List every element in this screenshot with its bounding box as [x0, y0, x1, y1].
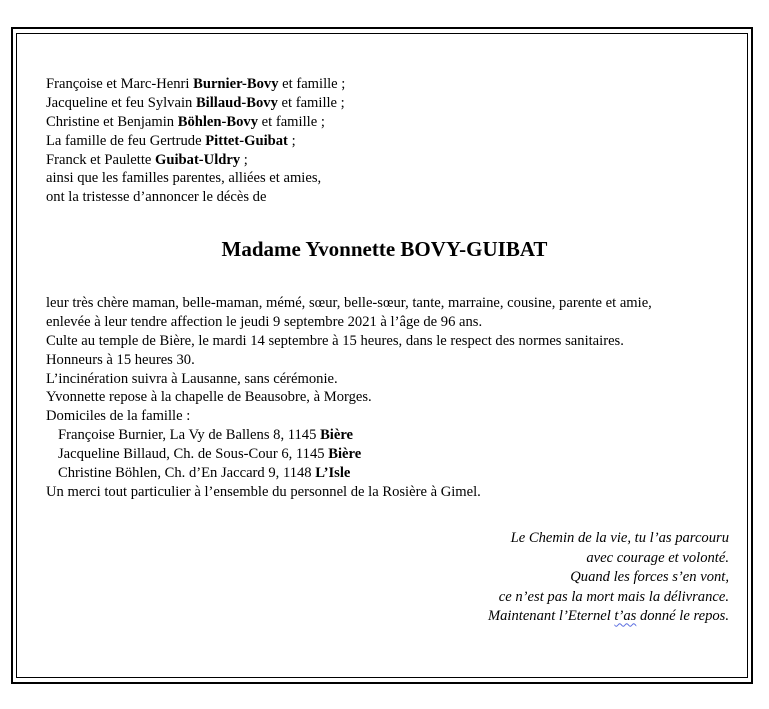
poem-line — [488, 607, 729, 627]
thanks-line: Un merci tout particulier à l’ensemble du personnel de la Rosière à Gimel. — [46, 483, 481, 500]
body-line: L’incinération suivra à Lausanne, sans cérémonie. — [46, 370, 338, 387]
body-line: leur très chère maman, belle-maman, mémé, sœur, belle-sœur, tante, marraine, cousine, parente et amie, — [46, 295, 652, 311]
body-line: Honneurs à 15 heures 30. — [46, 351, 195, 368]
family-surname: Pittet-Guibat — [205, 132, 288, 149]
domicile-town: L’Isle — [315, 465, 351, 482]
poem-text: donné le repos. — [636, 608, 729, 625]
poem-text: Maintenant l’Eternel — [487, 608, 615, 625]
announcement-body — [46, 294, 652, 502]
spellcheck-word: t’as — [614, 608, 637, 625]
domicile-line — [46, 464, 652, 483]
family-suffix: et famille ; — [278, 76, 346, 92]
intro-line: ont la tristesse d’annoncer le décès de — [46, 189, 267, 206]
poem-line: ce n’est pas la mort mais la délivrance. — [498, 588, 729, 605]
family-line — [46, 75, 345, 94]
family-prefix: Jacqueline et feu Sylvain — [46, 94, 196, 111]
family-prefix: Françoise et Marc-Henri — [46, 76, 194, 92]
family-prefix: Franck et Paulette — [46, 151, 156, 168]
family-surname: Billaud-Bovy — [195, 94, 278, 111]
domicile-address: Christine Böhlen, Ch. d’En Jaccard 9, 1148 — [58, 465, 316, 482]
family-line — [46, 151, 345, 170]
body-line: Domiciles de la famille : — [46, 408, 191, 425]
family-line — [46, 113, 345, 132]
body-line: Culte au temple de Bière, le mardi 14 septembre à 15 heures, dans le respect des normes sanitaires. — [46, 332, 624, 349]
family-line — [46, 132, 345, 151]
poem — [488, 529, 729, 627]
poem-line: Le Chemin de la vie, tu l’as parcouru — [510, 530, 729, 546]
domicile-address: Françoise Burnier, La Vy de Ballens 8, 1145 — [58, 427, 321, 444]
domicile-town: Bière — [320, 427, 354, 444]
family-prefix: Christine et Benjamin — [46, 113, 178, 130]
family-line — [46, 94, 345, 113]
poem-line: Quand les forces s’en vont, — [570, 569, 729, 586]
domicile-line — [46, 445, 652, 464]
family-prefix: La famille de feu Gertrude — [46, 132, 206, 149]
domicile-address: Jacqueline Billaud, Ch. de Sous-Cour 6, 1145 — [58, 446, 329, 463]
family-surname: Burnier-Bovy — [193, 76, 279, 92]
intro-line: ainsi que les familles parentes, alliées et amies, — [46, 170, 322, 187]
domicile-line — [46, 426, 652, 445]
poem-line: avec courage et volonté. — [586, 549, 729, 566]
family-suffix: ; — [240, 151, 248, 168]
body-line: enlevée à leur tendre affection le jeudi 9 septembre 2021 à l’âge de 96 ans. — [46, 313, 483, 330]
family-surname: Guibat-Uldry — [155, 151, 241, 168]
family-surname: Böhlen-Bovy — [177, 113, 259, 130]
family-suffix: ; — [287, 132, 296, 149]
families-list — [46, 75, 345, 207]
family-suffix: et famille ; — [277, 94, 345, 111]
body-line: Yvonnette repose à la chapelle de Beausobre, à Morges. — [46, 389, 372, 406]
deceased-name: Madame Yvonnette BOVY-GUIBAT — [221, 237, 548, 261]
domicile-town: Bière — [328, 446, 362, 463]
family-suffix: et famille ; — [258, 113, 325, 130]
